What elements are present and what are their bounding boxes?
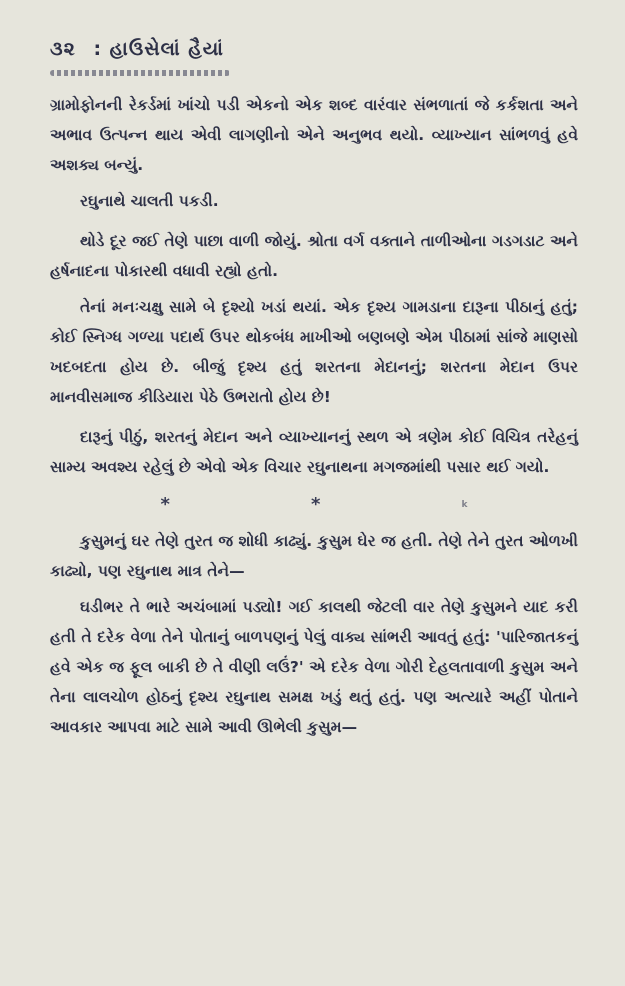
section-break bbox=[50, 490, 578, 520]
page-body bbox=[50, 90, 578, 742]
paragraph-6: કુસુમનું ઘર તેણે તુરત જ શોધી કાઢ્યું. કુસુમ ઘેર જ હતી. તેણે તેને તુરત ઓળખી કાઢ્યો, પણ રઘુનાથ માત્ર તેને— bbox=[50, 532, 578, 580]
running-header bbox=[50, 38, 224, 60]
section-break-star: * bbox=[160, 494, 170, 515]
paragraph-7: ઘડીભર તે ભારે અચંબામાં પડ્યો! ગઈ કાલથી જેટલી વાર તેણે કુસુમને યાદ કરી હતી તે દરેક વેળા તેને પોતાનું બાળપણનું પેલું વાક્ય સાંભરી આવતું હતું: 'પારિજાતકનું હવે એક જ ફૂલ બાકી છે તે વીણી લઉં?' એ દરેક વેળા ગોરી દેહલતાવાળી કુસુમ અને તેના લાલચોળ હોઠનું દૃશ્ય રઘુનાથ સમક્ષ ખડું થતું હતું. પણ અત્યારે અહીં પોતાને આવકાર આપવા માટે સામે આવી ઊભેલી કુસુમ— bbox=[50, 598, 578, 736]
decorative-wavy-rule bbox=[50, 70, 230, 76]
section-break-star: * bbox=[310, 494, 321, 515]
paragraph-3: થોડે દૂર જઈ તેણે પાછા વાળી જોયું. શ્રોતા વર્ગ વક્તાને તાળીઓના ગડગડાટ અને હર્ષનાદના પોકારથી વધાવી રહ્યો હતો. bbox=[50, 232, 578, 280]
book-title: હાઉસેલાં હૈયાં bbox=[109, 38, 224, 60]
header-separator: : bbox=[93, 38, 103, 60]
paragraph-4: તેનાં મનઃચક્ષુ સામે બે દૃશ્યો ખડાં થયાં. એક દૃશ્ય ગામડાના દારૂના પીઠાનું હતું; કોઈ સ્નિગ્ધ ગળ્યા પદાર્થ ઉપર થોકબંધ માખીઓ બણબણે એમ પીઠામાં સાંજે માણસો ખદબદતા હોય છે. બીજું દૃશ્ય હતું શરતના મેદાનનું; શરતના મેદાન ઉપર માનવીસમાજ કીડિયારા પેઠે ઉભરાતો હોય છે! bbox=[50, 298, 578, 406]
page-number: ૩૨ bbox=[50, 38, 76, 60]
paragraph-2: રઘુનાથે ચાલતી પકડી. bbox=[80, 192, 219, 210]
paragraph-5: દારૂનું પીઠું, શરતનું મેદાન અને વ્યાખ્યાનનું સ્થળ એ ત્રણેમ કોઈ વિચિત્ર તરેહનું સામ્ય અવશ્ય રહેલું છે એવો એક વિચાર રઘુનાથના મગજમાંથી પસાર થઈ ગયો. bbox=[50, 428, 578, 476]
paragraph-1: ગ્રામોફોનની રેકર્ડમાં ખાંચો પડી એકનો એક શબ્દ વારંવાર સંભળાતાં જે કર્કશતા અને અભાવ ઉત્પન્ન થાય એવી લાગણીનો એને અનુભવ થયો. વ્યાખ્યાન સાંભળવું હવે અશક્ય બન્યું. bbox=[50, 96, 578, 174]
section-break-mark: k bbox=[461, 500, 468, 510]
